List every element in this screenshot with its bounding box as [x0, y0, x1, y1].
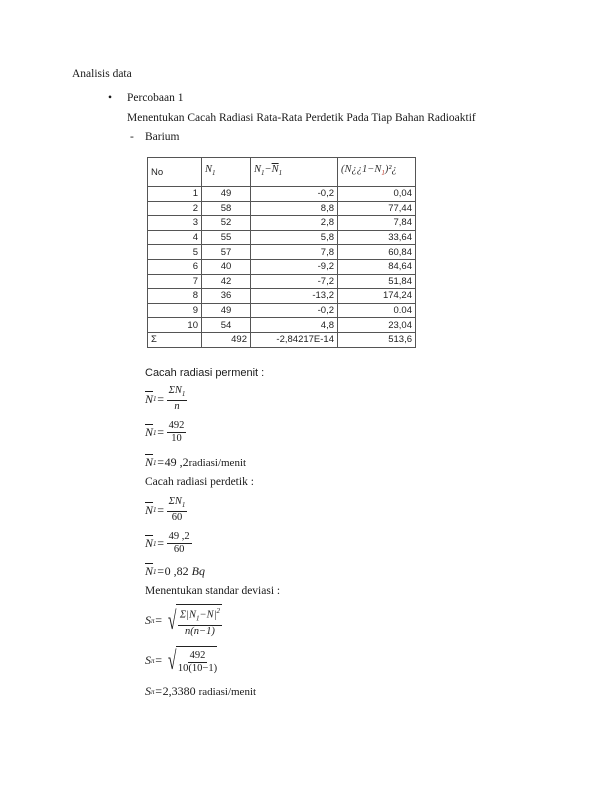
heading: Analisis data [72, 68, 132, 80]
table-header-row [148, 158, 416, 187]
section2-eq3: $\overline{N}$ 1 = 0 ,82 Bq [145, 564, 205, 578]
sqrt-icon: √ [167, 605, 177, 635]
cell-n1: 52 [202, 216, 251, 231]
table-row [148, 201, 416, 216]
table-row [148, 318, 416, 333]
cell-deviation: 2,8 [251, 216, 338, 231]
cell-n1: 49 [202, 303, 251, 318]
cell-squared: 33,64 [338, 230, 416, 245]
cell-squared: 174,24 [338, 289, 416, 304]
cell-n1: 57 [202, 245, 251, 260]
cell-deviation: -9,2 [251, 259, 338, 274]
table-row [148, 245, 416, 260]
cell-no: 3 [148, 216, 202, 231]
cell-no: 7 [148, 274, 202, 289]
cell-no: 9 [148, 303, 202, 318]
section3-eq3: S π = 2,3380 radiasi/menit [145, 684, 257, 698]
sum-symbol: Σ [148, 332, 202, 347]
section2-eq2: $\overline{N}$ 1 = $\frac{49 ,2}{60}$ [145, 531, 190, 555]
cell-deviation: 8,8 [251, 201, 338, 216]
cell-deviation: -0,2 [251, 303, 338, 318]
header-squared-deviation: $(N¿¿1-N_1)^2¿$ [338, 158, 416, 187]
section3-label: Menentukan standar deviasi : [145, 585, 281, 597]
data-table [147, 157, 416, 348]
cell-squared: 51,84 [338, 274, 416, 289]
cell-n1: 42 [202, 274, 251, 289]
cell-squared: 0.04 [338, 303, 416, 318]
cell-no: 10 [148, 318, 202, 333]
bullet-title: Percobaan 1 [127, 92, 184, 104]
cell-squared: 0,04 [338, 187, 416, 202]
cell-squared: 60,84 [338, 245, 416, 260]
table-row [148, 289, 416, 304]
table-row [148, 274, 416, 289]
table-row [148, 303, 416, 318]
header-deviation: $N_1-\overline{N}_1$ [251, 158, 338, 187]
section2-eq1: $\overline{N}$ 1 = $\frac{\Sigma N_1}{60}$ [145, 496, 186, 524]
cell-no: 8 [148, 289, 202, 304]
cell-deviation: -7,2 [251, 274, 338, 289]
section1-eq1: $\overline{N}$ 1 = $\frac{\Sigma N_1}{n}$ [145, 385, 186, 413]
table-row [148, 230, 416, 245]
subitem-marker: - [130, 131, 134, 143]
cell-no: 1 [148, 187, 202, 202]
section2-label: Cacah radiasi perdetik : [145, 476, 254, 488]
cell-no: 4 [148, 230, 202, 245]
cell-n1: 58 [202, 201, 251, 216]
sum-deviation: -2,84217E-14 [251, 332, 338, 347]
section1-eq2: $\overline{N}$ 1 = $\frac{492}{10}$ [145, 420, 185, 444]
cell-deviation: 4,8 [251, 318, 338, 333]
table-sum-row [148, 332, 416, 347]
cell-squared: 77,44 [338, 201, 416, 216]
cell-n1: 55 [202, 230, 251, 245]
header-no: No [148, 158, 202, 187]
cell-no: 6 [148, 259, 202, 274]
sqrt-icon: √ [167, 645, 177, 675]
cell-deviation: -0,2 [251, 187, 338, 202]
header-n1: $N_1$ [202, 158, 251, 187]
cell-n1: 40 [202, 259, 251, 274]
cell-deviation: 7,8 [251, 245, 338, 260]
section3-eq2: S π = √ $\frac{492}{10(10-1)}$ [145, 645, 218, 675]
table-row [148, 187, 416, 202]
cell-n1: 49 [202, 187, 251, 202]
subitem-label: Barium [145, 131, 180, 143]
cell-n1: 54 [202, 318, 251, 333]
cell-n1: 36 [202, 289, 251, 304]
section1-eq3: $\overline{N}$ 1 = 49 ,2 radiasi/menit [145, 455, 247, 469]
table-row [148, 216, 416, 231]
section1-label: Cacah radiasi permenit : [145, 367, 265, 379]
cell-deviation: -13,2 [251, 289, 338, 304]
cell-squared: 23,04 [338, 318, 416, 333]
section3-eq1: S π = √ $\frac{\Sigma|N_1-N|^2}{n(n-1)}$ [145, 605, 221, 637]
sum-squared: 513,6 [338, 332, 416, 347]
cell-deviation: 5,8 [251, 230, 338, 245]
table-row [148, 259, 416, 274]
sum-n1: 492 [202, 332, 251, 347]
bullet-marker: • [108, 92, 113, 104]
bullet-subtitle: Menentukan Cacah Radiasi Rata-Rata Perdetik Pada Tiap Bahan Radioaktif [127, 112, 476, 124]
cell-no: 5 [148, 245, 202, 260]
cell-squared: 7,84 [338, 216, 416, 231]
cell-no: 2 [148, 201, 202, 216]
cell-squared: 84,64 [338, 259, 416, 274]
